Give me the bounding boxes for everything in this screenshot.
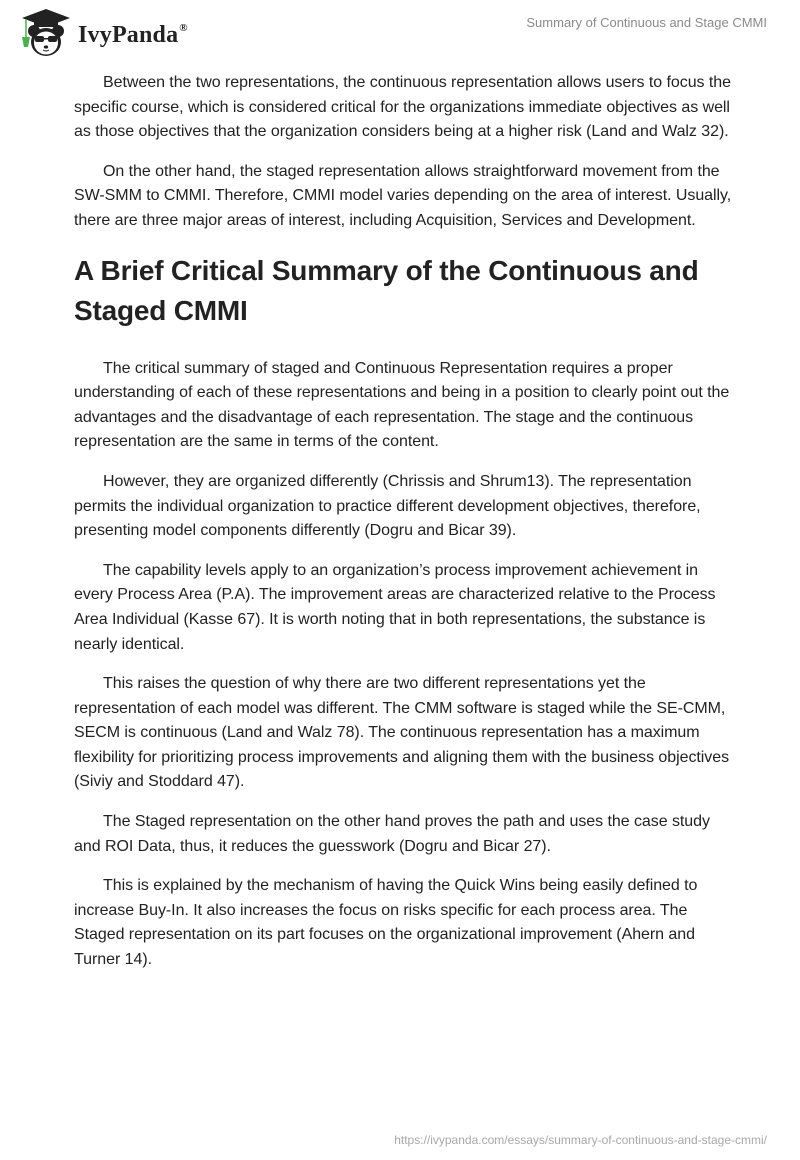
brand-logo[interactable] xyxy=(18,7,188,59)
paragraph: The Staged representation on the other hand proves the path and uses the case study and ROI Data, thus, it reduces the guesswork (Dogru and Bicar 27). xyxy=(74,813,710,855)
page-header xyxy=(0,0,800,62)
source-url[interactable]: https://ivypanda.com/essays/summary-of-continuous-and-stage-cmmi/ xyxy=(394,1133,767,1147)
registered-mark: ® xyxy=(179,21,188,34)
paragraph: Between the two representations, the continuous representation allows users to focus the specific course, which is considered critical for the organizations immediate objectives as well as those objectives that the organization considers being at a higher risk (Land and Walz 32). xyxy=(74,74,731,141)
running-title: Summary of Continuous and Stage CMMI xyxy=(526,15,767,30)
paragraph: This raises the question of why there are two different representations yet the representation of each model was different. The CMM software is staged while the SE-CMM, SECM is continuous (Land and Walz 78). The continuous representation has a maximum flexibility for prioritizing process improvements and aligning them with the business objectives (Siviy and Stoddard 47). xyxy=(74,675,730,791)
paragraph: On the other hand, the staged representation allows straightforward movement from the SW-SMM to CMMI. Therefore, CMMI model varies depending on the area of interest. Usually, there are three major areas of interest, including Acquisition, Services and Development. xyxy=(74,162,732,229)
paragraph: The critical summary of staged and Continuous Representation requires a proper understanding of each of these representations and being in a position to clearly point out the advantages and the disadvantage of each representation. The stage and the continuous representation are the same in terms of the content. xyxy=(74,359,730,451)
paragraph: This is explained by the mechanism of having the Quick Wins being easily defined to increase Buy-In. It also increases the focus on risks specific for each process area. The Staged representation on its part focuses on the organizational improvement (Ahern and Turner 14). xyxy=(74,877,698,969)
essay-body xyxy=(74,71,734,988)
paragraph: However, they are organized differently (Chrissis and Shrum13). The representation permits the individual organization to practice different development objectives, therefore, presenting model components differently (Dogru and Bicar 39). xyxy=(74,472,701,540)
paragraph: The capability levels apply to an organization’s process improvement achievement in every Process Area (P.A). The improvement areas are characterized relative to the Process Area Individual (Kasse 67). It is worth noting that in both representations, the substance is nearly identical. xyxy=(74,561,716,653)
panda-graduate-icon xyxy=(18,7,74,59)
brand-name: IvyPanda® xyxy=(78,21,188,48)
section-heading: A Brief Critical Summary of the Continuous and Staged CMMI xyxy=(74,254,699,326)
